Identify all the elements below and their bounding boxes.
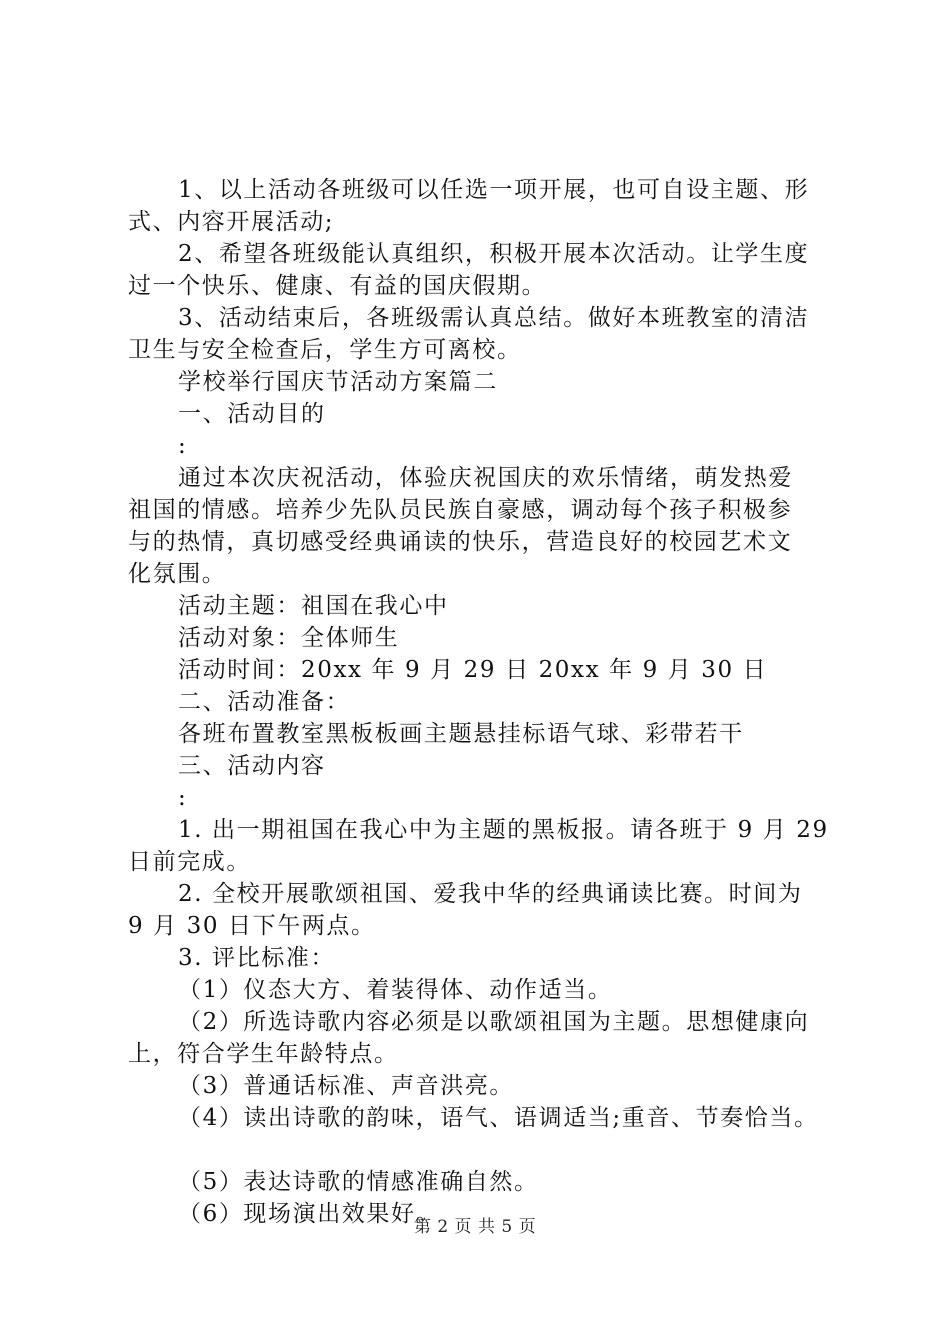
paragraph-line: 日前完成。	[128, 849, 251, 875]
paragraph-line: :	[178, 785, 188, 811]
list-item: （3）普通话标准、声音洪亮。	[178, 1073, 515, 1099]
list-item: （6）现场演出效果好。	[178, 1201, 441, 1227]
paragraph-line: 1. 出一期祖国在我心中为主题的黑板报。请各班于 9 月 29	[178, 817, 829, 843]
paragraph-line: 卫生与安全检查后，学生方可离校。	[128, 337, 522, 363]
paragraph-line: 与的热情，真切感受经典诵读的快乐，营造良好的校园艺术文	[128, 529, 793, 555]
paragraph-line: 活动主题：祖国在我心中	[178, 593, 449, 619]
paragraph-line: 3、活动结束后，各班级需认真总结。做好本班教室的清洁	[178, 305, 810, 331]
paragraph-line: 通过本次庆祝活动，体验庆祝国庆的欢乐情绪，萌发热爱	[178, 465, 793, 491]
paragraph-line: 2. 全校开展歌颂祖国、爱我中华的经典诵读比赛。时间为	[178, 881, 803, 907]
paragraph-line: 化氛围。	[128, 561, 227, 587]
paragraph-line: 各班布置教室黑板板画主题悬挂标语气球、彩带若干	[178, 721, 744, 747]
section-heading: 学校举行国庆节活动方案篇二	[178, 369, 498, 395]
page-number-footer: 第 2 页 共 5 页	[413, 1217, 537, 1237]
paragraph-line: 祖国的情感。培养少先队员民族自豪感，调动每个孩子积极参	[128, 497, 793, 523]
paragraph-line: 活动对象：全体师生	[178, 625, 400, 651]
paragraph-line: 过一个快乐、健康、有益的国庆假期。	[128, 273, 547, 299]
section-heading: 三、活动内容	[178, 753, 326, 779]
list-item: （1）仪态大方、着装得体、动作适当。	[178, 977, 613, 1003]
paragraph-line: 活动时间：20xx 年 9 月 29 日 20xx 年 9 月 30 日	[178, 657, 768, 683]
paragraph-line: 3. 评比标准：	[178, 945, 336, 971]
paragraph-line: 1、以上活动各班级可以任选一项开展，也可自设主题、形	[178, 177, 810, 203]
list-item: 上，符合学生年龄特点。	[128, 1041, 399, 1067]
list-item: （5）表达诗歌的情感准确自然。	[178, 1169, 539, 1195]
paragraph-line: 2、希望各班级能认真组织，积极开展本次活动。让学生度	[178, 241, 810, 267]
section-heading: 二、活动准备：	[178, 689, 351, 715]
paragraph-line: 式、内容开展活动;	[128, 209, 335, 235]
paragraph-line: :	[178, 433, 188, 459]
list-item: （2）所选诗歌内容必须是以歌颂祖国为主题。思想健康向	[178, 1009, 810, 1035]
section-heading: 一、活动目的	[178, 401, 326, 427]
list-item: （4）读出诗歌的韵味，语气、语调适当;重音、节奏恰当。	[178, 1105, 819, 1131]
paragraph-line: 9 月 30 日下午两点。	[128, 913, 376, 939]
